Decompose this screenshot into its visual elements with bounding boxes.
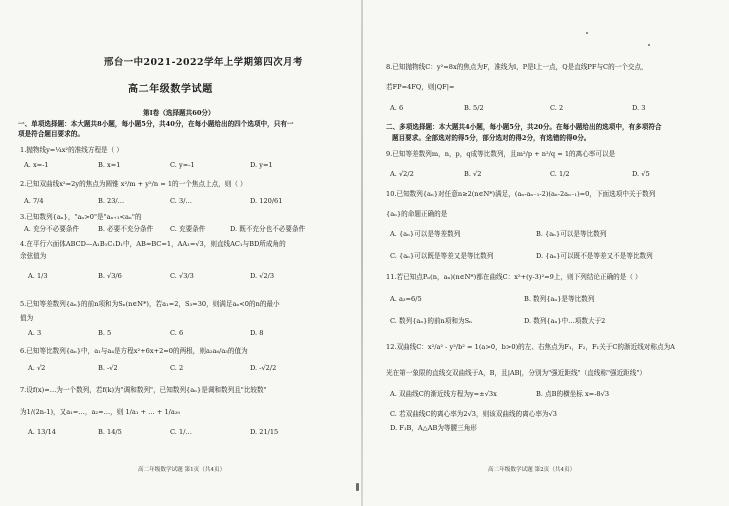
q12-option-d: D. F₁B，A△AB为等腰三角形	[390, 424, 477, 432]
q5-option-c: C. 6	[170, 329, 184, 337]
q1-option-c: C. y=-1	[170, 161, 195, 169]
q7-option-b: B. 14/5	[98, 428, 122, 436]
q7-option-a: A. 13/14	[28, 428, 56, 436]
q3-option-a: A. 充分不必要条件	[24, 225, 80, 233]
exam-title: 邢台一中2021-2022学年上学期第四次月考	[104, 57, 303, 68]
q9-option-b: B. √2	[464, 170, 482, 178]
q3-option-c: C. 充要条件	[170, 225, 206, 233]
page-fold	[361, 0, 363, 506]
exam-subtitle: 高二年级数学试题	[128, 84, 213, 95]
question-6: 6.已知等比数列{aₙ}中，a₁与a₄是方程x²+6x+2=0的两根，则a₂a₆/a₃的值为	[20, 347, 248, 355]
q6-option-c: C. 2	[170, 364, 184, 372]
question-4: 4.在平行六面体ABCD—A₁B₁C₁D₁中，AB=BC=1，AA₁=√3，则直线AC₁与BD所成角的	[20, 240, 286, 248]
q10-option-d: D. {aₙ}可以既不是等差又不是等比数列	[536, 252, 653, 260]
q6-option-b: B. -√2	[98, 364, 118, 372]
question-12: 12.双曲线C：x²/a² - y²/b² = 1(a>0，b>0)的左、右焦点为F₁，F₂，F₁关于C的渐近线对称点为A	[386, 343, 675, 351]
q10-option-b: B. {aₙ}可以是等比数列	[536, 230, 607, 238]
q6-option-d: D. -√2/2	[250, 364, 277, 372]
q10-option-a: A. {aₙ}可以是等差数列	[390, 230, 461, 238]
part-heading: 第Ⅰ卷（选择题共60分）	[143, 109, 215, 117]
q5-option-d: D. 8	[250, 329, 264, 337]
q11-option-a: A. a₃=6/5	[390, 295, 422, 303]
page-footer-left: 高二年级数学试题 第1页（共4页）	[138, 467, 226, 473]
question-12-cont: 光在第一象限的直线交双曲线于A，B，且|AB|，分别为"强近距线"（直线称"强近距线"）	[386, 369, 646, 377]
question-1: 1.抛物线y=¼x²的准线方程是（ ）	[20, 146, 123, 154]
question-9: 9.已知等差数列m，n，p，q成等比数列，且m²/p + n²/q = 1的离心率可以是	[386, 150, 616, 158]
q8-option-c: C. 2	[550, 104, 564, 112]
q6-option-a: A. √2	[28, 364, 46, 372]
q1-option-b: B. x=1	[98, 161, 121, 169]
q9-option-c: C. 1/2	[550, 170, 570, 178]
question-5-cont: 值为	[20, 314, 34, 322]
q2-option-d: D. 120/61	[250, 197, 283, 205]
q11-option-c: C. 数列{aₙ}的前n项和为Sₙ	[390, 317, 472, 325]
question-8: 8.已知抛物线C：y²=8x的焦点为F，准线为l，P是l上一点，Q是直线PF与C的一个交点，	[386, 63, 648, 71]
question-10-cont: {aₙ}的命题正确的是	[386, 210, 448, 218]
q10-option-c: C. {aₙ}可以既是等差又是等比数列	[390, 252, 494, 260]
q9-option-d: D. √5	[632, 170, 650, 178]
q11-option-b: B. 数列{aₙ}是等比数列	[524, 295, 595, 303]
q2-option-a: A. 7/4	[24, 197, 44, 205]
question-11: 11.若已知点Pₙ(n，aₙ)(n∈N*)都在曲线C：x²+(y-3)²=9上，则下列结论正确的是（ ）	[386, 273, 642, 281]
scan-speck	[648, 44, 650, 46]
section2-instructions-cont: 题目要求。全部选对的得5分，部分选对的得2分，有选错的得0分。	[392, 134, 591, 142]
scan-speck	[586, 32, 588, 34]
question-3: 3.已知数列{aₙ}，"aₙ>0"是"aₙ₊₁<aₙ"的	[20, 213, 142, 221]
q8-option-b: B. 5/2	[464, 104, 484, 112]
section1-instructions-cont: 项是符合题目要求的。	[18, 130, 84, 138]
q5-option-b: B. 5	[98, 329, 112, 337]
q3-option-d: D. 既不充分也不必要条件	[230, 225, 306, 233]
page-footer-right: 高二年级数学试题 第2页（共4页）	[488, 467, 576, 473]
page-left	[0, 0, 362, 506]
q12-option-a: A. 双曲线C的渐近线方程为y=±√3x	[390, 390, 497, 398]
question-10: 10.已知数列{aₙ}对任意n≥2(n∈N*)满足，(aₙ-aₙ₋₁-2)(aₙ-2aₙ₋₁)=0，下面选项中关于数列	[386, 190, 656, 198]
question-8-cont: 若FP=4FQ，则|QF|=	[386, 83, 455, 91]
question-2: 2.已知双曲线x²=2y的焦点为圆锥 x²/m + y²/n = 1的一个焦点上点，则（ ）	[20, 180, 247, 188]
q1-option-d: D. y=1	[250, 161, 273, 169]
q4-option-c: C. √3/3	[170, 272, 194, 280]
q5-option-a: A. 3	[28, 329, 42, 337]
question-7-cont: 为1/(2n-1)，又a₁=…，a₂=…，则 1/a₁ + … + 1/a₃₀	[20, 408, 181, 416]
q7-option-d: D. 21/15	[250, 428, 279, 436]
question-7: 7.设f(x)=…为一个数列，若f(k)为"调和数列"，已知数列{aₙ}是调和数列且"比较数"	[20, 386, 267, 394]
q12-option-b: B. 点B的横坐标 x=-8√3	[536, 390, 610, 398]
q4-option-a: A. 1/3	[28, 272, 48, 280]
q4-option-d: D. √2/3	[250, 272, 275, 280]
q4-option-b: B. √3/6	[98, 272, 122, 280]
q1-option-a: A. x=-1	[24, 161, 49, 169]
q12-option-c: C. 若双曲线C的离心率为2√3，则该双曲线的离心率为√3	[390, 410, 557, 418]
section1-instructions: 一、单项选择题：本大题共8小题，每小题5分，共40分，在每小题给出的四个选项中，只有一	[18, 120, 294, 128]
q9-option-a: A. √2/2	[390, 170, 414, 178]
scan-mark	[356, 483, 359, 491]
page-right	[364, 0, 729, 506]
q2-option-b: B. 23/…	[98, 197, 125, 205]
q3-option-b: B. 必要不充分条件	[98, 225, 154, 233]
section2-instructions: 二、多项选择题：本大题共4小题，每小题5分，共20分。在每小题给出的选项中，有多项符合	[386, 123, 662, 131]
question-5: 5.已知等差数列{aₙ}的前n项和为Sₙ(n∈N*)，若a₁=2，S₃=30，则满足aₙ<0的n的最小	[20, 300, 280, 308]
q7-option-c: C. 1/…	[170, 428, 193, 436]
q8-option-a: A. 6	[390, 104, 404, 112]
question-4-cont: 余弦值为	[20, 252, 47, 260]
q8-option-d: D. 3	[632, 104, 646, 112]
q11-option-d: D. 数列{aₙ}中…项数大于2	[524, 317, 606, 325]
q2-option-c: C. 3/…	[170, 197, 193, 205]
